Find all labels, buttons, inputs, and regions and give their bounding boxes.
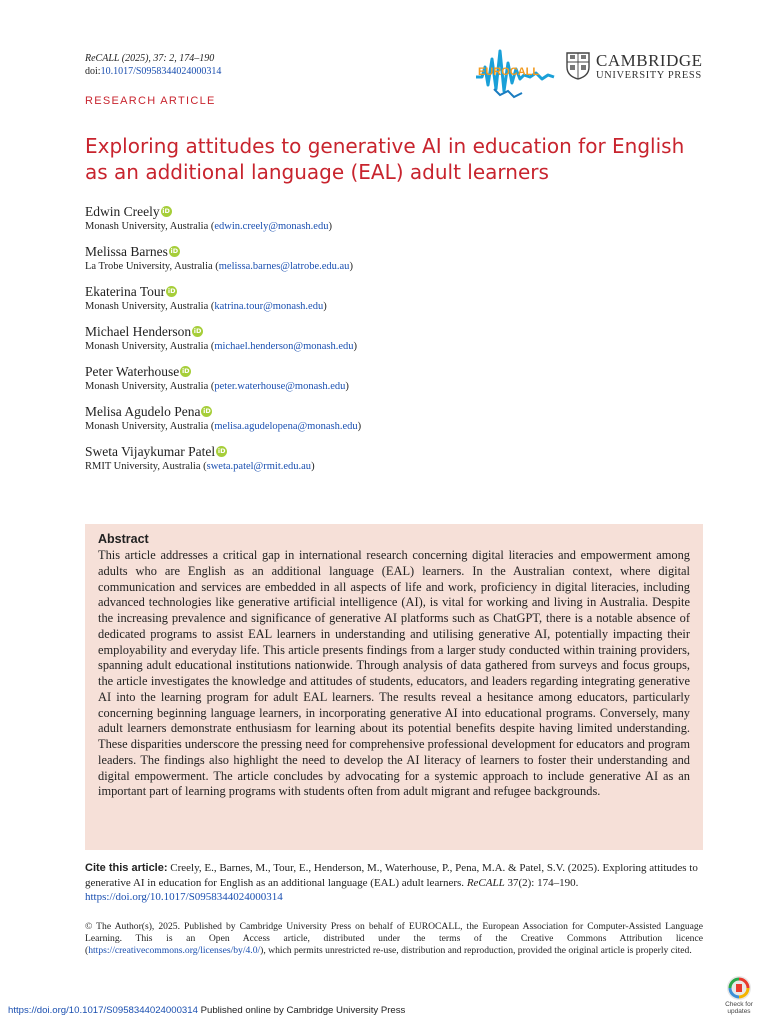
footer-doi-link[interactable]: https://doi.org/10.1017/S0958344024000314 (8, 1005, 198, 1016)
orcid-icon[interactable]: iD (170, 247, 179, 255)
author-affiliation: RMIT University, Australia ( (85, 461, 207, 472)
author-email-link[interactable]: michael.henderson@monash.edu (214, 341, 354, 352)
check-for-updates-badge[interactable] (718, 976, 760, 1018)
footer-text: Published online by Cambridge University Press (197, 1005, 406, 1016)
publisher-sub: UNIVERSITY PRESS (596, 70, 702, 81)
doi-line (85, 65, 221, 78)
author-entry (85, 283, 685, 314)
orcid-icon[interactable]: iD (167, 287, 176, 295)
author-affiliation: Monash University, Australia ( (85, 221, 215, 232)
paren-close: ) (345, 381, 349, 392)
author-name: Ekaterina Tour (85, 284, 166, 299)
author-email-link[interactable]: melisa.agudelopena@monash.edu (214, 421, 358, 432)
publisher-name: CAMBRIDGE (596, 51, 703, 70)
abstract-heading: Abstract (98, 532, 149, 546)
journal-info (85, 52, 221, 78)
license-block (85, 921, 703, 957)
author-affiliation: Monash University, Australia ( (85, 301, 215, 312)
eurocall-logo[interactable] (474, 45, 556, 101)
doi-link[interactable]: 10.1017/S0958344024000314 (100, 66, 222, 77)
author-email-link[interactable]: sweta.patel@rmit.edu.au (206, 461, 312, 472)
check-updates-icon (727, 976, 751, 1000)
article-title: Exploring attitudes to generative AI in education for English as an additional language (EAL) adult learners (85, 134, 685, 184)
paren-close: ) (311, 461, 315, 472)
author-email-link[interactable]: peter.waterhouse@monash.edu (214, 381, 346, 392)
author-email-link[interactable]: katrina.tour@monash.edu (214, 301, 324, 312)
author-name: Melissa Barnes (85, 244, 168, 259)
check-updates-line2: updates (727, 1008, 751, 1015)
orcid-icon[interactable]: iD (203, 407, 211, 415)
author-entry (85, 323, 685, 354)
license-link[interactable]: https://creativecommons.org/licenses/by/4.0/ (88, 945, 261, 956)
paren-close: ) (323, 301, 327, 312)
author-affiliation: Monash University, Australia ( (85, 341, 215, 352)
paren-close: ) (328, 221, 332, 232)
page-footer (8, 1005, 405, 1016)
author-entry (85, 203, 685, 234)
abstract-box (85, 524, 703, 850)
author-affiliation: Monash University, Australia ( (85, 421, 215, 432)
author-email-link[interactable]: melissa.barnes@latrobe.edu.au (218, 261, 350, 272)
check-updates-label (718, 1001, 760, 1015)
author-entry (85, 403, 685, 434)
publisher-logos (474, 45, 706, 101)
citation-doi-link[interactable]: https://doi.org/10.1017/S0958344024000314 (85, 891, 283, 903)
author-name: Edwin Creely (85, 204, 160, 219)
paren-close: ) (357, 421, 362, 432)
author-list (85, 203, 685, 483)
orcid-icon[interactable]: iD (181, 367, 190, 375)
author-name: Melisa Agudelo Pena (85, 404, 201, 419)
paren-close: ) (349, 261, 353, 272)
author-affiliation: Monash University, Australia ( (85, 381, 215, 392)
author-entry (85, 243, 685, 274)
author-entry (85, 363, 685, 394)
orcid-icon[interactable]: iD (193, 327, 202, 335)
eurocall-logo-text: EUROCALL (478, 66, 540, 78)
doi-label: doi: (85, 66, 101, 77)
cambridge-shield-icon (566, 52, 590, 80)
article-type: RESEARCH ARTICLE (85, 95, 216, 107)
author-name: Peter Waterhouse (85, 364, 180, 379)
author-name: Sweta Vijaykumar Patel (85, 444, 216, 459)
license-text-end: ), which permits unrestricted re-use, distribution and reproduction, provided the original article is properly cited. (260, 945, 692, 956)
author-entry (85, 443, 685, 474)
orcid-icon[interactable]: iD (162, 207, 170, 215)
license-text: © The Author(s), 2025. Published by Cambridge University Press on behalf of EUROCALL, the European Association for Computer-Assisted Language Learning. This is an Open Access article, distributed under the terms of the Creative Commons Attribution licence ( (85, 921, 703, 956)
paren-close: ) (353, 341, 358, 352)
journal-citation-line: ReCALL (2025), 37: 2, 174–190 (85, 53, 215, 64)
author-email-link[interactable]: edwin.creely@monash.edu (214, 221, 329, 232)
check-updates-line1: Check for (725, 1001, 753, 1008)
citation-journal: ReCALL (466, 876, 505, 889)
orcid-icon[interactable]: iD (217, 447, 226, 455)
abstract-body: This article addresses a critical gap in international research concerning digital literacies and empowerment among adults who are English as an additional language (EAL) learners. In the Australian context, where digital communication and services are embedded in all aspects of life and work, proficiency in digital literacies, including advanced technologies like generative artificial intelligence (AI), is vital for working and living in Australia. Despite the increasing prevalence and significance of generative AI platforms such as ChatGPT, there is a notable absence of dedicated programs to assist EAL learners in understanding and utilising generative AI, potentially impacting their employability and everyday life. This article presents findings from a larger study conducted within training providers, spanning adult educational institutions nationwide. Through analysis of data gathered from surveys and focus groups, the article investigates the knowledge and attitudes of students, educators, and leaders regarding integrating generative AI into the learning program for adult EAL learners. The results reveal a hesitance among educators, particularly concerning beginning language learners, in incorporating generative AI into educational programs. Conversely, many adult learners demonstrate enthusiasm for learning about its potential benefits despite having limited understanding. These disparities underscore the pressing need for comprehensive professional development for educators and program leaders. The findings also highlight the need to develop the AI literacy of learners to foster their understanding and digital empowerment. The article concludes by advocating for a systemic approach to include generative AI as an important part of learning programs with students often from adult migrant and refugee backgrounds. (98, 548, 690, 799)
citation-block (85, 861, 703, 905)
citation-label: Cite this article: (85, 862, 168, 874)
author-affiliation: La Trobe University, Australia ( (85, 261, 219, 272)
citation-text: Creely, E., Barnes, M., Tour, E., Henderson, M., Waterhouse, P., Pena, M.A. & Patel, S.V. (2025). Exploring attitudes to generative AI in education for English as an additional language (EAL) adult learners. (85, 862, 698, 889)
citation-volume: 37(2): 174–190. (504, 876, 579, 889)
author-name: Michael Henderson (85, 324, 192, 339)
